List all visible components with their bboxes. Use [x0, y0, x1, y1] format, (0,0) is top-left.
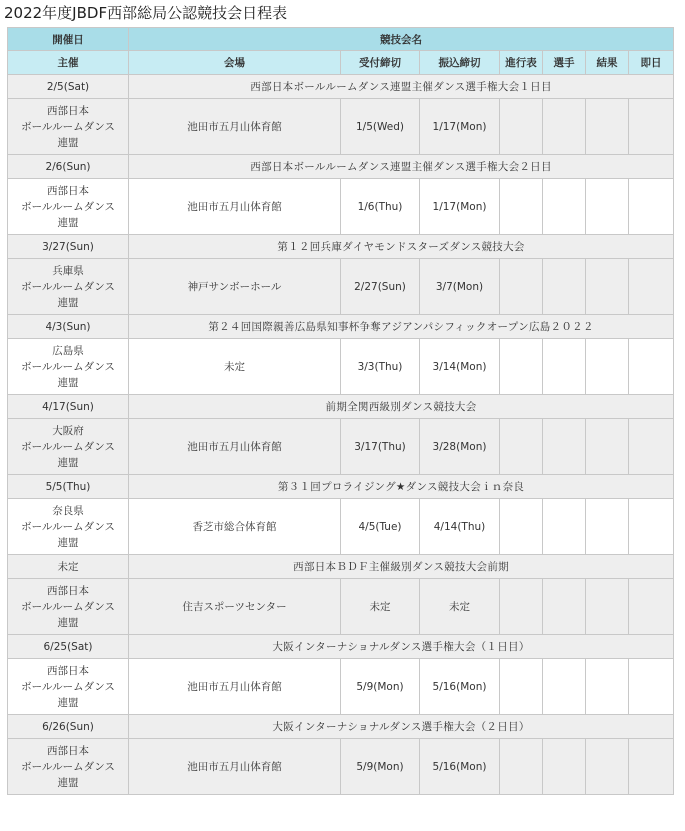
event-venue: 池田市五月山体育館	[129, 179, 341, 235]
event-host	[8, 659, 129, 715]
event-host-line: ボールルームダンス	[21, 280, 115, 293]
event-host	[8, 579, 129, 635]
header-competition-name: 競技会名	[129, 28, 674, 51]
event-venue: 住吉スポーツセンター	[129, 579, 341, 635]
event-host-line: 広島県	[52, 344, 84, 357]
event-date: 2/5(Sat)	[8, 75, 129, 99]
event-host	[8, 739, 129, 795]
event-date: 4/17(Sun)	[8, 395, 129, 419]
event-host-line: 連盟	[57, 776, 79, 789]
header-immediate: 即日	[629, 51, 674, 75]
event-detail-row	[8, 99, 674, 155]
event-players-cell	[543, 259, 586, 315]
header-results: 結果	[586, 51, 629, 75]
event-host-line: 連盟	[57, 616, 79, 629]
event-reception-deadline: 3/3(Thu)	[341, 339, 420, 395]
event-host-line: 連盟	[57, 136, 79, 149]
event-detail-row	[8, 739, 674, 795]
event-date: 6/26(Sun)	[8, 715, 129, 739]
event-reception-deadline: 5/9(Mon)	[341, 739, 420, 795]
event-venue: 未定	[129, 339, 341, 395]
event-venue: 池田市五月山体育館	[129, 659, 341, 715]
event-venue: 池田市五月山体育館	[129, 99, 341, 155]
header-row-2	[8, 51, 674, 75]
header-reception-deadline: 受付締切	[341, 51, 420, 75]
event-host-line: 西部日本	[47, 104, 89, 117]
event-host-line: 連盟	[57, 536, 79, 549]
event-host-line: 西部日本	[47, 744, 89, 757]
event-date-row	[8, 75, 674, 99]
event-results-cell	[586, 579, 629, 635]
event-detail-row	[8, 179, 674, 235]
event-date-row	[8, 635, 674, 659]
event-venue: 香芝市総合体育館	[129, 499, 341, 555]
event-results-cell	[586, 419, 629, 475]
event-payment-deadline: 3/14(Mon)	[420, 339, 500, 395]
event-results-cell	[586, 259, 629, 315]
header-progress-table: 進行表	[500, 51, 543, 75]
event-host	[8, 179, 129, 235]
event-competition-name: 西部日本ボールルームダンス連盟主催ダンス選手権大会２日目	[129, 155, 674, 179]
event-host-line: ボールルームダンス	[21, 600, 115, 613]
event-date: 4/3(Sun)	[8, 315, 129, 339]
event-host-line: 大阪府	[52, 424, 84, 437]
event-players-cell	[543, 739, 586, 795]
header-venue: 会場	[129, 51, 341, 75]
event-progress-table-cell	[500, 99, 543, 155]
event-host-line: ボールルームダンス	[21, 360, 115, 373]
event-immediate-cell	[629, 579, 674, 635]
event-immediate-cell	[629, 259, 674, 315]
schedule-body	[8, 75, 674, 795]
event-results-cell	[586, 659, 629, 715]
event-players-cell	[543, 99, 586, 155]
event-progress-table-cell	[500, 419, 543, 475]
event-competition-name: 第１２回兵庫ダイヤモンドスターズダンス競技大会	[129, 235, 674, 259]
event-host	[8, 99, 129, 155]
event-payment-deadline: 1/17(Mon)	[420, 179, 500, 235]
event-payment-deadline: 3/7(Mon)	[420, 259, 500, 315]
event-host-line: 西部日本	[47, 584, 89, 597]
event-results-cell	[586, 179, 629, 235]
event-progress-table-cell	[500, 339, 543, 395]
event-players-cell	[543, 579, 586, 635]
event-competition-name: 第３１回プロライジング★ダンス競技大会ｉｎ奈良	[129, 475, 674, 499]
event-host-line: ボールルームダンス	[21, 680, 115, 693]
event-immediate-cell	[629, 659, 674, 715]
event-host-line: 奈良県	[52, 504, 84, 517]
event-results-cell	[586, 499, 629, 555]
event-host-line: ボールルームダンス	[21, 200, 115, 213]
header-payment-deadline: 振込締切	[420, 51, 500, 75]
event-host-line: ボールルームダンス	[21, 520, 115, 533]
event-payment-deadline: 4/14(Thu)	[420, 499, 500, 555]
event-detail-row	[8, 339, 674, 395]
event-immediate-cell	[629, 339, 674, 395]
event-host	[8, 259, 129, 315]
event-detail-row	[8, 659, 674, 715]
event-players-cell	[543, 659, 586, 715]
event-date: 2/6(Sun)	[8, 155, 129, 179]
event-immediate-cell	[629, 99, 674, 155]
event-competition-name: 大阪インターナショナルダンス選手権大会（２日目）	[129, 715, 674, 739]
event-progress-table-cell	[500, 259, 543, 315]
event-immediate-cell	[629, 419, 674, 475]
event-payment-deadline: 3/28(Mon)	[420, 419, 500, 475]
event-reception-deadline: 1/6(Thu)	[341, 179, 420, 235]
event-competition-name: 大阪インターナショナルダンス選手権大会（１日目）	[129, 635, 674, 659]
event-competition-name: 西部日本ボールルームダンス連盟主催ダンス選手権大会１日目	[129, 75, 674, 99]
event-venue: 池田市五月山体育館	[129, 739, 341, 795]
event-players-cell	[543, 179, 586, 235]
event-host-line: 連盟	[57, 216, 79, 229]
event-competition-name: 第２４回国際親善広島県知事杯争奪アジアンパシフィックオープン広島２０２２	[129, 315, 674, 339]
event-venue: 池田市五月山体育館	[129, 419, 341, 475]
event-reception-deadline: 4/5(Tue)	[341, 499, 420, 555]
event-venue: 神戸サンボーホール	[129, 259, 341, 315]
event-immediate-cell	[629, 179, 674, 235]
event-detail-row	[8, 579, 674, 635]
event-date: 3/27(Sun)	[8, 235, 129, 259]
event-immediate-cell	[629, 739, 674, 795]
event-reception-deadline: 未定	[341, 579, 420, 635]
event-host-line: 兵庫県	[52, 264, 84, 277]
schedule-table	[7, 27, 674, 795]
event-progress-table-cell	[500, 499, 543, 555]
event-players-cell	[543, 339, 586, 395]
event-date-row	[8, 475, 674, 499]
event-date: 5/5(Thu)	[8, 475, 129, 499]
event-progress-table-cell	[500, 659, 543, 715]
header-date: 開催日	[8, 28, 129, 51]
header-host: 主催	[8, 51, 129, 75]
event-date-row	[8, 155, 674, 179]
event-host-line: 連盟	[57, 456, 79, 469]
event-results-cell	[586, 339, 629, 395]
event-detail-row	[8, 259, 674, 315]
event-date-row	[8, 315, 674, 339]
event-host-line: ボールルームダンス	[21, 440, 115, 453]
event-reception-deadline: 2/27(Sun)	[341, 259, 420, 315]
event-competition-name: 前期全関西級別ダンス競技大会	[129, 395, 674, 419]
event-host-line: 西部日本	[47, 664, 89, 677]
event-reception-deadline: 1/5(Wed)	[341, 99, 420, 155]
event-results-cell	[586, 739, 629, 795]
header-players: 選手	[543, 51, 586, 75]
page-title: 2022年度JBDF西部総局公認競技会日程表	[4, 4, 288, 22]
event-date-row	[8, 715, 674, 739]
event-payment-deadline: 5/16(Mon)	[420, 739, 500, 795]
event-payment-deadline: 1/17(Mon)	[420, 99, 500, 155]
event-detail-row	[8, 499, 674, 555]
event-host-line: 西部日本	[47, 184, 89, 197]
event-reception-deadline: 5/9(Mon)	[341, 659, 420, 715]
event-progress-table-cell	[500, 579, 543, 635]
event-date-row	[8, 235, 674, 259]
event-host	[8, 499, 129, 555]
event-host-line: ボールルームダンス	[21, 120, 115, 133]
event-detail-row	[8, 419, 674, 475]
event-payment-deadline: 5/16(Mon)	[420, 659, 500, 715]
event-reception-deadline: 3/17(Thu)	[341, 419, 420, 475]
event-progress-table-cell	[500, 739, 543, 795]
event-date-row	[8, 395, 674, 419]
event-host-line: 連盟	[57, 376, 79, 389]
event-date: 6/25(Sat)	[8, 635, 129, 659]
event-progress-table-cell	[500, 179, 543, 235]
event-payment-deadline: 未定	[420, 579, 500, 635]
event-date: 未定	[8, 555, 129, 579]
event-host	[8, 419, 129, 475]
event-date-row	[8, 555, 674, 579]
event-players-cell	[543, 499, 586, 555]
event-host	[8, 339, 129, 395]
event-host-line: ボールルームダンス	[21, 760, 115, 773]
event-host-line: 連盟	[57, 296, 79, 309]
header-row-1	[8, 28, 674, 51]
event-competition-name: 西部日本ＢＤＦ主催級別ダンス競技大会前期	[129, 555, 674, 579]
event-results-cell	[586, 99, 629, 155]
event-players-cell	[543, 419, 586, 475]
event-host-line: 連盟	[57, 696, 79, 709]
event-immediate-cell	[629, 499, 674, 555]
